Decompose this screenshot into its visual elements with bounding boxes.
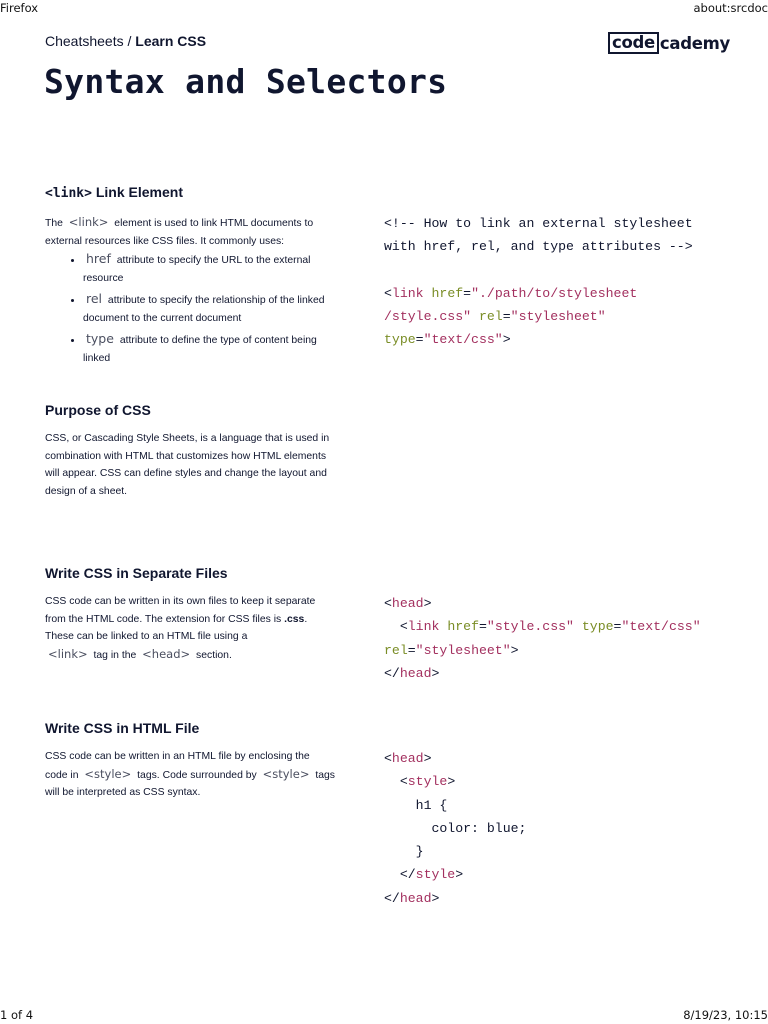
code-comment-line-1: <!-- How to link an external stylesheet bbox=[384, 216, 693, 231]
list-item-type-text: attribute to define the type of content being linked bbox=[83, 335, 317, 364]
code-tag-head-close-2: head bbox=[399, 890, 432, 906]
print-footer bbox=[0, 1008, 768, 1024]
breadcrumb-current[interactable]: Learn CSS bbox=[135, 33, 207, 49]
code-block-link-element: <!-- How to link an external stylesheet with href, rel, and type attributes --> <link href="./path/to/stylesheet /style.css" rel="stylesheet" type="text/css"> bbox=[384, 216, 693, 348]
section-heading-html-file: Write CSS in HTML File bbox=[45, 720, 200, 736]
code-val-href-1: "./path/to/stylesheet bbox=[471, 285, 638, 301]
code-val-rel-2: "stylesheet" bbox=[415, 642, 511, 658]
inline-text-3: tags will be interpreted as CSS syntax. bbox=[45, 769, 335, 798]
separate-text-3: tag in the bbox=[90, 649, 140, 661]
code-attr-href-2: href bbox=[447, 619, 479, 635]
print-footer-timestamp: 8/19/23, 10:15 bbox=[683, 1008, 768, 1022]
html-file-description bbox=[45, 748, 335, 802]
code-tag-link: link bbox=[391, 285, 424, 301]
separate-text-bold: .css bbox=[284, 613, 305, 625]
list-item-type bbox=[83, 330, 335, 367]
code-val-type-2: "text/css" bbox=[621, 619, 701, 635]
inline-text-2: tags. Code surrounded by bbox=[134, 769, 260, 781]
print-header-app: Firefox bbox=[0, 1, 39, 15]
inline-code-style-2: <style> bbox=[262, 766, 310, 781]
page-title: Syntax and Selectors bbox=[44, 62, 448, 101]
code-val-href-3: "style.css" bbox=[486, 619, 574, 635]
logo-code-box: code bbox=[608, 32, 659, 54]
inline-code-style-1: <style> bbox=[84, 766, 132, 781]
print-header-url: about:srcdoc bbox=[693, 1, 768, 15]
inline-code-link: <link> bbox=[68, 215, 109, 229]
code-declaration: color: blue; bbox=[431, 820, 527, 836]
code-lt: < bbox=[384, 285, 392, 301]
code-attr-href: href bbox=[431, 285, 464, 301]
code-val-href-2: /style.css" bbox=[384, 309, 472, 325]
list-item-rel bbox=[83, 290, 335, 327]
print-footer-page-count: 1 of 4 bbox=[0, 1008, 34, 1022]
link-desc-text-2: element is used to link HTML documents to external resources like CSS files. It commonly uses: bbox=[45, 218, 314, 247]
list-item-rel-text: attribute to specify the relationship of the linked document to the current document bbox=[83, 295, 325, 324]
inline-code-link-2: <link> bbox=[48, 646, 88, 661]
code-selector-h1: h1 { bbox=[415, 797, 448, 813]
code-val-rel: "stylesheet" bbox=[510, 309, 606, 325]
link-attribute-list bbox=[75, 250, 335, 370]
link-description bbox=[45, 214, 335, 250]
code-tag-link-2: link bbox=[407, 619, 440, 635]
code-close-brace: } bbox=[415, 844, 424, 860]
section-heading-purpose: Purpose of CSS bbox=[45, 402, 151, 418]
code-gt: > bbox=[502, 332, 511, 348]
code-attr-rel-2: rel bbox=[384, 642, 408, 658]
inline-code-type: type bbox=[86, 331, 114, 346]
list-item-href bbox=[83, 250, 335, 287]
code-tag-head-close: head bbox=[399, 665, 432, 681]
breadcrumb bbox=[45, 33, 206, 49]
code-tag-style-open: style bbox=[407, 774, 448, 790]
codecademy-logo[interactable] bbox=[608, 31, 730, 55]
code-val-type: "text/css" bbox=[423, 332, 503, 348]
separate-text-2: . These can be linked to an HTML file using a bbox=[45, 613, 308, 642]
code-tag-style-close: style bbox=[415, 867, 456, 883]
code-tag-head-open: head bbox=[391, 596, 424, 611]
code-attr-rel: rel bbox=[478, 309, 503, 325]
breadcrumb-separator: / bbox=[123, 33, 136, 49]
logo-cademy: cademy bbox=[659, 33, 730, 53]
separate-files-description bbox=[45, 593, 335, 664]
purpose-description: CSS, or Cascading Style Sheets, is a language that is used in combination with HTML that customizes how HTML elements will appear. CSS can define styles and change the layout and design of a sheet. bbox=[45, 433, 330, 497]
breadcrumb-cheatsheets-link[interactable]: Cheatsheets bbox=[45, 33, 124, 49]
heading-link-text: Link Element bbox=[91, 184, 183, 200]
separate-text-1: CSS code can be written in its own files to keep it separate from the HTML code. The extension for CSS files is bbox=[45, 596, 316, 625]
list-item-href-text: attribute to specify the URL to the external resource bbox=[83, 255, 311, 284]
inline-text-1: CSS code can be written in an HTML file by enclosing the code in bbox=[45, 751, 310, 781]
print-header bbox=[0, 1, 768, 19]
section-heading-separate-files: Write CSS in Separate Files bbox=[45, 565, 228, 581]
code-attr-type-2: type bbox=[581, 619, 614, 635]
separate-text-4: section. bbox=[193, 649, 232, 661]
inline-code-head: <head> bbox=[142, 646, 191, 661]
heading-link-code: <link> bbox=[45, 186, 92, 201]
code-block-separate-files: <head> <link href="style.css" type="text/css" rel="stylesheet"> </head> bbox=[384, 596, 701, 681]
inline-code-href: href bbox=[86, 251, 111, 266]
code-block-html-file: <head> <style> h1 { color: blue; } </style> </head> bbox=[384, 751, 527, 906]
link-desc-text-1: The bbox=[45, 218, 66, 229]
section-heading-link-element bbox=[45, 184, 183, 201]
inline-code-rel: rel bbox=[86, 291, 103, 306]
code-tag-head-open-2: head bbox=[391, 751, 424, 766]
code-attr-type: type bbox=[384, 332, 416, 348]
code-comment-line-2: with href, rel, and type attributes --> bbox=[384, 239, 693, 255]
